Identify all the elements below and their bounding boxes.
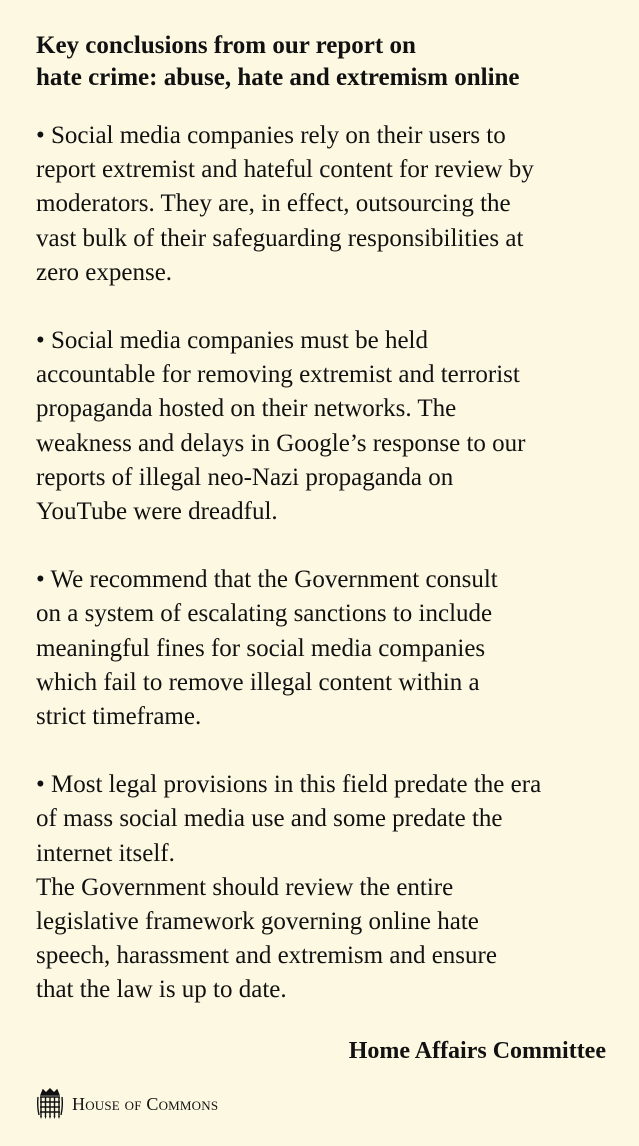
paragraph-line: of mass social media use and some predate the (36, 805, 503, 833)
paragraph-line: YouTube were dreadful. (36, 498, 278, 526)
portcullis-icon (36, 1088, 64, 1120)
conclusion-paragraph-4 (36, 768, 608, 1007)
paragraph-line: legislative framework governing online hate (36, 908, 479, 936)
paragraph-line: weakness and delays in Google’s response to our (36, 429, 526, 457)
house-of-commons-label: House of Commons (72, 1094, 219, 1114)
paragraph-line: which fail to remove illegal content within a (36, 668, 480, 696)
paragraph-line: • Most legal provisions in this field predate the era (36, 771, 542, 799)
page-title (36, 30, 608, 94)
paragraph-line: on a system of escalating sanctions to include (36, 600, 493, 628)
paragraph-line: propaganda hosted on their networks. The (36, 395, 457, 423)
paragraph-line: speech, harassment and extremism and ensure (36, 942, 497, 970)
conclusion-paragraph-2 (36, 324, 608, 529)
title-line: Key conclusions from our report on (36, 32, 416, 59)
conclusions-panel (36, 30, 608, 1008)
conclusion-paragraph-1 (36, 119, 608, 290)
paragraph-line: • Social media companies rely on their users to (36, 122, 506, 149)
paragraph-line: moderators. They are, in effect, outsourcing the (36, 190, 511, 218)
paragraph-line: internet itself. (36, 839, 175, 867)
conclusion-paragraph-3 (36, 563, 608, 734)
paragraph-line: accountable for removing extremist and terrorist (36, 361, 520, 389)
paragraph-line: that the law is up to date. (36, 976, 287, 1004)
paragraph-line: meaningful fines for social media companies (36, 634, 486, 662)
paragraph-line: • We recommend that the Government consult (36, 566, 498, 594)
title-line: hate crime: abuse, hate and extremism online (36, 64, 520, 91)
house-of-commons-branding (36, 1088, 218, 1120)
paragraph-line: report extremist and hateful content for review by (36, 156, 534, 184)
paragraph-line: vast bulk of their safeguarding responsibilities at (36, 224, 524, 252)
paragraph-line: The Government should review the entire (36, 873, 454, 901)
paragraph-line: reports of illegal neo-Nazi propaganda on (36, 463, 454, 491)
paragraph-line: • Social media companies must be held (36, 327, 428, 355)
committee-signature: Home Affairs Committee (348, 1038, 606, 1064)
paragraph-line: zero expense. (36, 258, 173, 286)
paragraph-line: strict timeframe. (36, 703, 202, 731)
